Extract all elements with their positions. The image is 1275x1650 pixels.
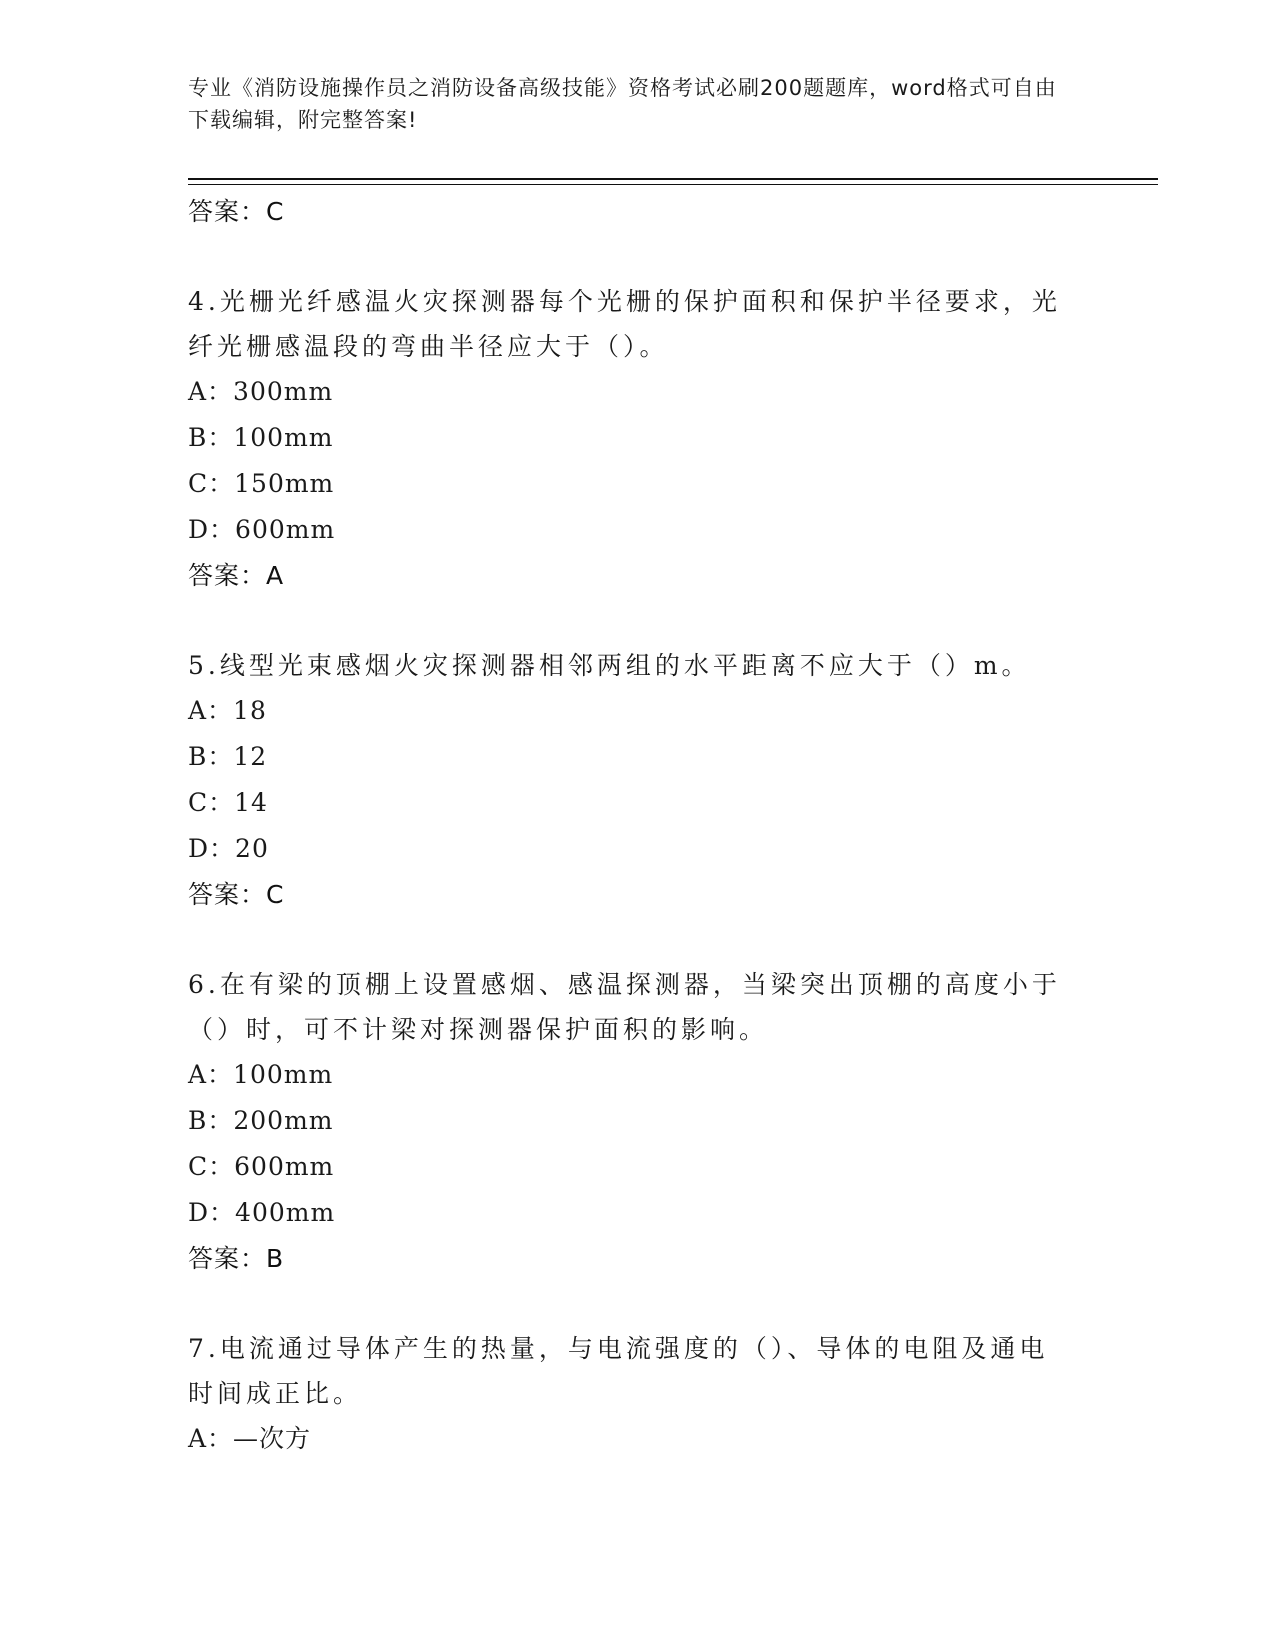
option-b: B：12 xyxy=(188,742,268,771)
option-d: D：20 xyxy=(188,834,269,863)
option-a: A：—次方 xyxy=(188,1424,312,1453)
option-d: D：400mm xyxy=(188,1198,336,1227)
question-text: 4.光栅光纤感温火灾探测器每个光栅的保护面积和保护半径要求，光纤光栅感温段的弯曲半径应大于（）。 xyxy=(188,287,1061,361)
question-text: 6.在有梁的顶棚上设置感烟、感温探测器，当梁突出顶棚的高度小于（）时，可不计梁对探测器保护面积的影响。 xyxy=(188,970,1061,1044)
option-c: C：150mm xyxy=(188,469,335,498)
question-text: 7.电流通过导体产生的热量，与电流强度的（）、导体的电阻及通电时间成正比。 xyxy=(188,1334,1049,1408)
option-a: A：100mm xyxy=(188,1060,334,1089)
option-b: B：200mm xyxy=(188,1106,334,1135)
answer-text: 答案：C xyxy=(188,880,285,909)
answer-text: 答案：B xyxy=(188,1244,285,1273)
answer-text: 答案：A xyxy=(188,561,285,590)
question-text: 5.线型光束感烟火灾探测器相邻两组的水平距离不应大于（）m。 xyxy=(188,651,1031,680)
option-a: A：18 xyxy=(188,696,267,725)
option-c: C：14 xyxy=(188,788,268,817)
header-divider xyxy=(188,178,1158,180)
header-divider-thin xyxy=(188,184,1158,185)
answer-text: 答案：C xyxy=(188,197,285,226)
option-b: B：100mm xyxy=(188,423,334,452)
option-d: D：600mm xyxy=(188,515,336,544)
option-a: A：300mm xyxy=(188,377,334,406)
option-c: C：600mm xyxy=(188,1152,335,1181)
question-list xyxy=(188,189,1158,1462)
document-header: 专业《消防设施操作员之消防设备高级技能》资格考试必刷200题题库，word格式可自由下载编辑，附完整答案! xyxy=(188,76,1057,132)
